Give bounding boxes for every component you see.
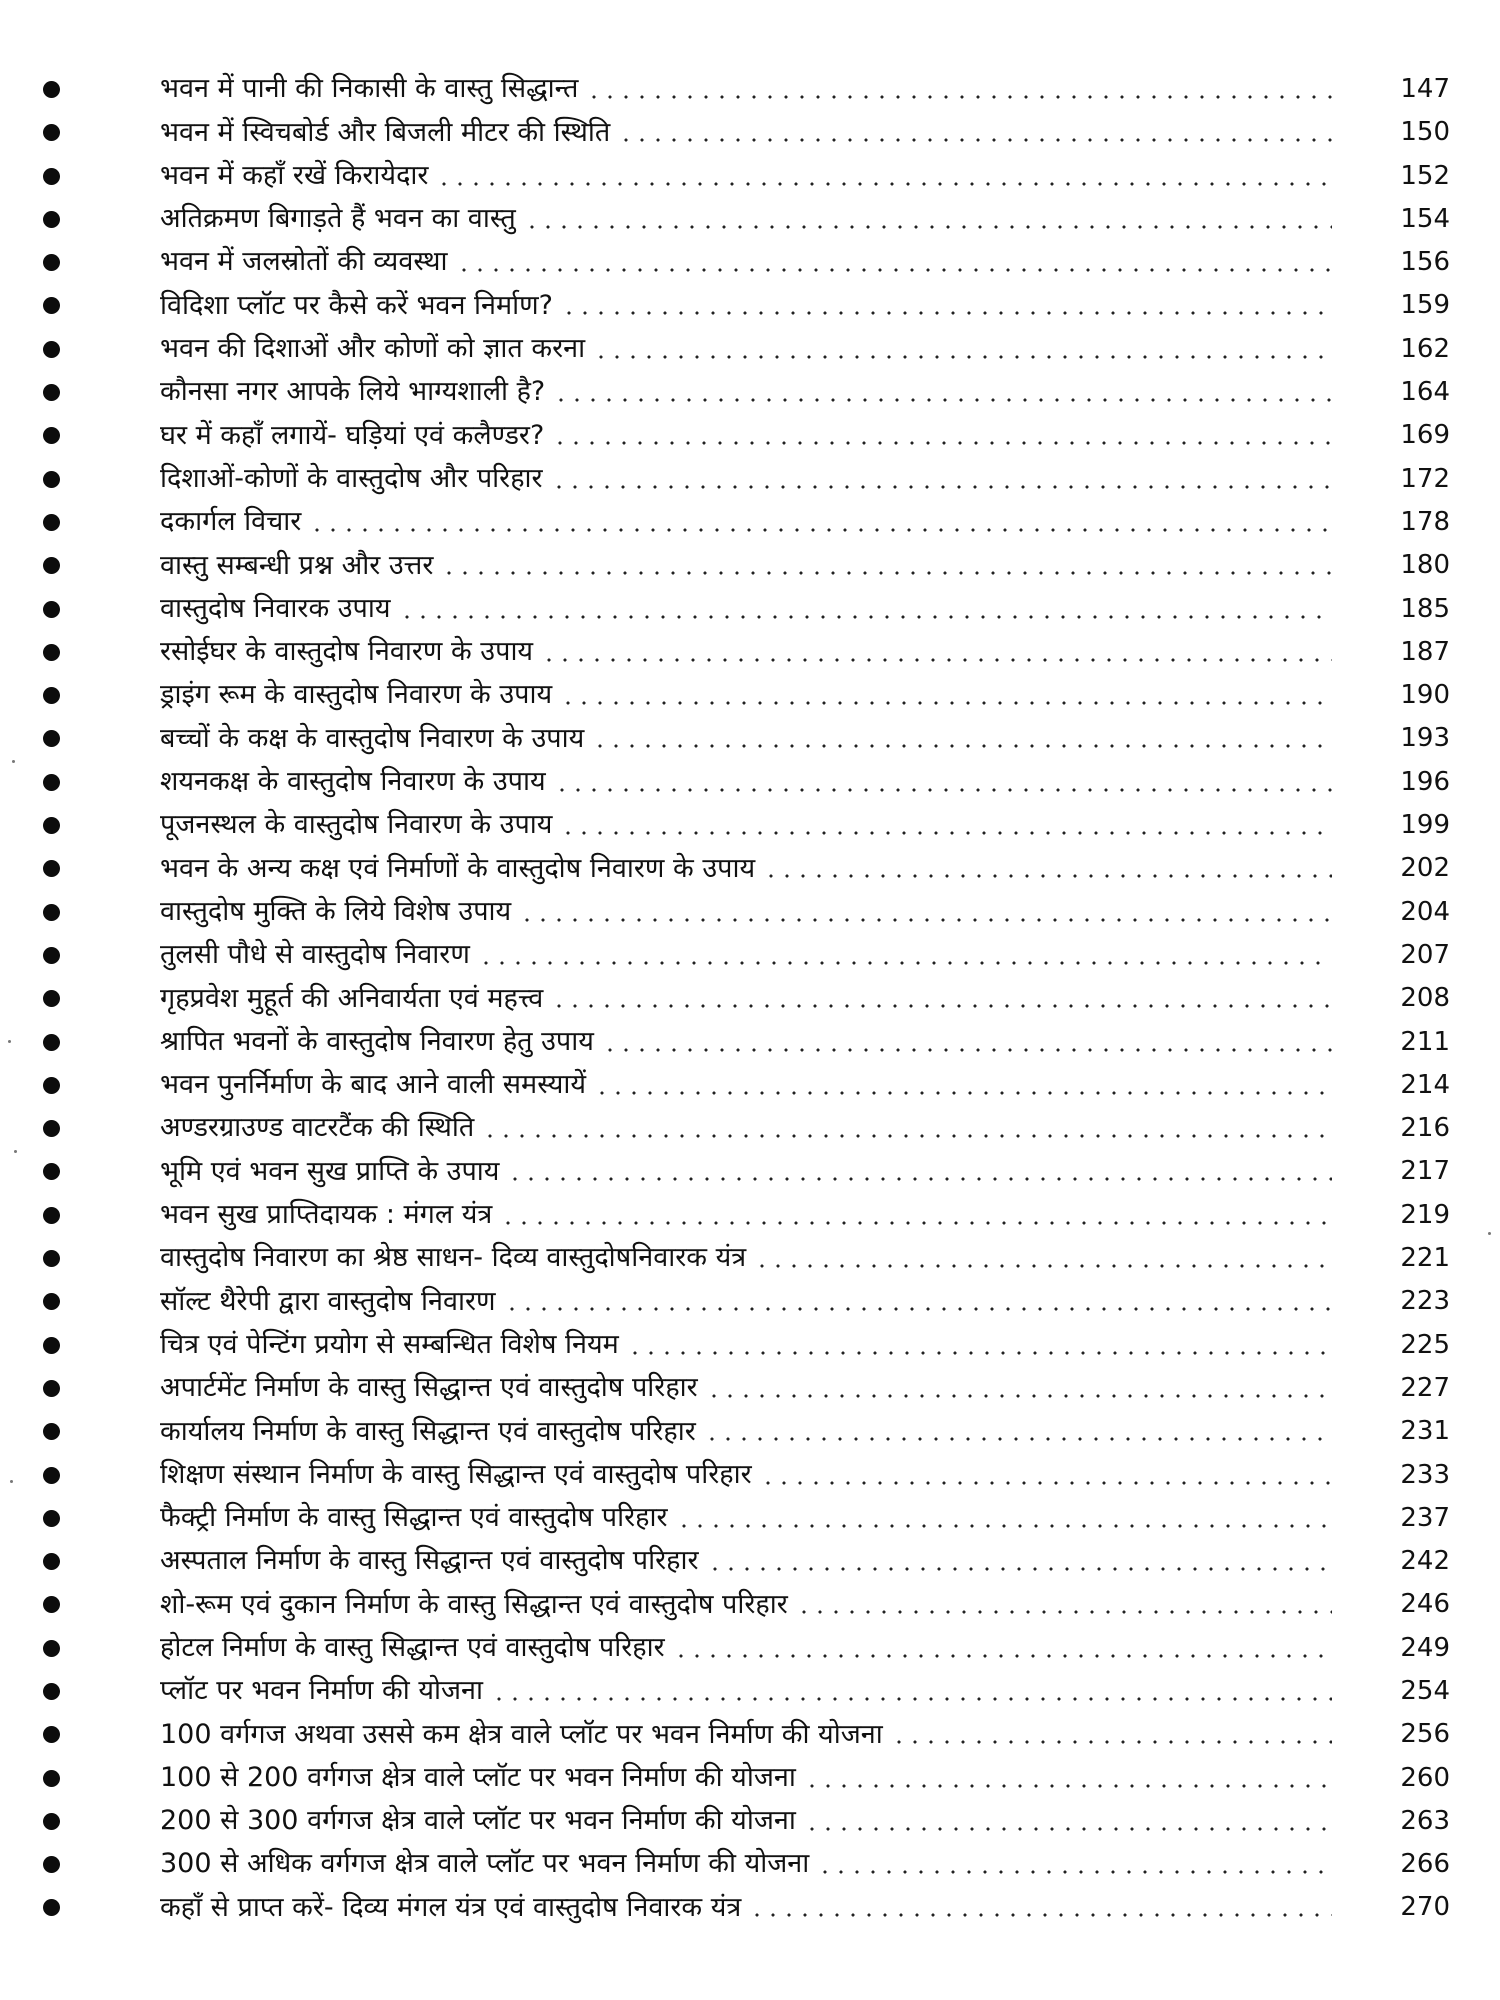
toc-entry-page-number: 190 <box>1400 680 1450 711</box>
toc-entry <box>0 241 1500 284</box>
toc-entry <box>0 1713 1500 1756</box>
toc-entry <box>0 1540 1500 1583</box>
toc-entry <box>0 1497 1500 1540</box>
bullet-icon <box>43 644 60 661</box>
bullet-icon <box>43 817 60 834</box>
toc-entry-title-line <box>160 631 1332 674</box>
toc-entry <box>0 1367 1500 1410</box>
dot-leader <box>482 1134 1332 1138</box>
toc-entry-title: ड्राइंग रूम के वास्तुदोष निवारण के उपाय <box>160 679 553 711</box>
bullet-icon <box>43 1034 60 1051</box>
toc-entry-title-line <box>160 1540 1332 1583</box>
bullet-icon <box>43 1207 60 1224</box>
dot-leader <box>561 311 1332 315</box>
toc-entry <box>0 371 1500 414</box>
dot-leader <box>676 1524 1332 1528</box>
toc-entry-title-line <box>160 847 1332 890</box>
toc-entry <box>0 1757 1500 1800</box>
toc-entry <box>0 414 1500 457</box>
bullet-icon <box>43 341 60 358</box>
toc-entry-page-number: 207 <box>1400 939 1450 970</box>
bullet-icon <box>43 1596 60 1613</box>
dot-leader <box>602 1048 1332 1052</box>
dot-leader <box>552 441 1332 445</box>
toc-entry-title-line <box>160 328 1332 371</box>
toc-entry-title-line <box>160 198 1332 241</box>
toc-entry <box>0 674 1500 717</box>
toc-entry-title-line <box>160 1497 1332 1540</box>
scan-speck <box>10 1480 13 1483</box>
dot-leader <box>704 1437 1332 1441</box>
toc-entry-title: वास्तुदोष मुक्ति के लिये विशेष उपाय <box>160 895 512 927</box>
bullet-icon <box>43 904 60 921</box>
toc-entry-title: भवन में जलस्रोतों की व्यवस्था <box>160 246 448 278</box>
toc-entry <box>0 977 1500 1020</box>
dot-leader <box>560 831 1332 835</box>
dot-leader <box>593 355 1332 359</box>
toc-entry-title: पूजनस्थल के वास्तुदोष निवारण के उपाय <box>160 809 553 841</box>
toc-entry-page-number: 180 <box>1400 550 1450 581</box>
toc-entry-title: भवन के अन्य कक्ष एवं निर्माणों के वास्तुदोष निवारण के उपाय <box>160 852 756 884</box>
bullet-icon <box>43 1899 60 1916</box>
toc-entry-title: अस्पताल निर्माण के वास्तु सिद्धान्त एवं वास्तुदोष परिहार <box>160 1545 699 1577</box>
bullet-icon <box>43 211 60 228</box>
toc-entry-title: भवन में कहाँ रखें किरायेदार <box>160 159 429 191</box>
toc-entry-title-line <box>160 1843 1332 1886</box>
toc-entry-title-line <box>160 458 1332 501</box>
bullet-icon <box>43 1467 60 1484</box>
toc-entry-title: भूमि एवं भवन सुख प्राप्ति के उपाय <box>160 1155 500 1187</box>
toc-entry <box>0 1670 1500 1713</box>
bullet-icon <box>43 254 60 271</box>
dot-leader <box>491 1697 1332 1701</box>
toc-entry-page-number: 249 <box>1400 1632 1450 1663</box>
toc-entry-title: श्रापित भवनों के वास्तुदोष निवारण हेतु उपाय <box>160 1025 594 1057</box>
dot-leader <box>749 1913 1332 1917</box>
toc-entry-title: घर में कहाँ लगायें- घड़ियां एवं कलैण्डर? <box>160 419 545 451</box>
toc-entry-title-line <box>160 1454 1332 1497</box>
toc-entry-title: तुलसी पौधे से वास्तुदोष निवारण <box>160 939 470 971</box>
bullet-icon <box>43 687 60 704</box>
toc-entry-title: भवन पुनर्निर्माण के बाद आने वाली समस्यायें <box>160 1069 587 1101</box>
table-of-contents <box>0 68 1500 1930</box>
toc-entry <box>0 1150 1500 1193</box>
toc-entry <box>0 1627 1500 1670</box>
toc-entry-page-number: 164 <box>1400 377 1450 408</box>
toc-entry-title-line <box>160 414 1332 457</box>
toc-entry <box>0 1064 1500 1107</box>
bullet-icon <box>43 168 60 185</box>
toc-entry-title-line <box>160 1107 1332 1150</box>
dot-leader <box>456 268 1332 272</box>
toc-entry-page-number: 256 <box>1400 1719 1450 1750</box>
bullet-icon <box>43 297 60 314</box>
toc-entry-page-number: 221 <box>1400 1243 1450 1274</box>
toc-entry <box>0 155 1500 198</box>
toc-entry <box>0 1194 1500 1237</box>
dot-leader <box>673 1654 1332 1658</box>
toc-entry-title-line <box>160 1021 1332 1064</box>
dot-leader <box>627 1351 1332 1355</box>
bullet-icon <box>43 947 60 964</box>
toc-entry-title-line <box>160 155 1332 198</box>
dot-leader <box>594 1091 1332 1095</box>
toc-entry-title-line <box>160 1670 1332 1713</box>
toc-entry-title: विदिशा प्लॉट पर कैसे करें भवन निर्माण? <box>160 289 553 321</box>
toc-entry-page-number: 187 <box>1400 636 1450 667</box>
toc-entry-title: प्लॉट पर भवन निर्माण की योजना <box>160 1675 484 1707</box>
toc-entry-title: सॉल्ट थैरेपी द्वारा वास्तुदोष निवारण <box>160 1285 496 1317</box>
toc-entry-title-line <box>160 501 1332 544</box>
dot-leader <box>554 788 1332 792</box>
toc-entry-title-line <box>160 1237 1332 1280</box>
toc-entry-title: अतिक्रमण बिगाड़ते हैं भवन का वास्तु <box>160 203 516 235</box>
toc-entry-title-line <box>160 1324 1332 1367</box>
toc-entry-title: शयनकक्ष के वास्तुदोष निवारण के उपाय <box>160 766 546 798</box>
toc-entry-page-number: 233 <box>1400 1459 1450 1490</box>
dot-leader <box>560 701 1332 705</box>
toc-entry-title: 100 वर्गगज अथवा उससे कम क्षेत्र वाले प्लॉट पर भवन निर्माण की योजना <box>160 1718 883 1750</box>
scan-speck <box>8 1040 11 1043</box>
toc-entry <box>0 1324 1500 1367</box>
toc-entry-title-line <box>160 1627 1332 1670</box>
bullet-icon <box>43 1683 60 1700</box>
toc-entry-page-number: 204 <box>1400 896 1450 927</box>
toc-entry-page-number: 223 <box>1400 1286 1450 1317</box>
dot-leader <box>524 225 1332 229</box>
toc-entry <box>0 847 1500 890</box>
dot-leader <box>504 1307 1332 1311</box>
toc-entry <box>0 501 1500 544</box>
toc-entry <box>0 1237 1500 1280</box>
toc-entry-title-line <box>160 1757 1332 1800</box>
toc-entry <box>0 934 1500 977</box>
bullet-icon <box>43 1293 60 1310</box>
toc-entry-title-line <box>160 544 1332 587</box>
toc-entry <box>0 544 1500 587</box>
bullet-icon <box>43 471 60 488</box>
toc-entry <box>0 717 1500 760</box>
toc-entry-page-number: 147 <box>1400 74 1450 104</box>
toc-entry <box>0 1107 1500 1150</box>
bullet-icon <box>43 1510 60 1527</box>
toc-entry-title-line <box>160 891 1332 934</box>
scan-speck <box>14 1150 17 1153</box>
dot-leader <box>804 1827 1332 1831</box>
bullet-icon <box>43 1856 60 1873</box>
toc-entry-title-line <box>160 68 1332 111</box>
toc-entry-page-number: 237 <box>1400 1502 1450 1533</box>
toc-entry-title: फैक्ट्री निर्माण के वास्तु सिद्धान्त एवं वास्तुदोष परिहार <box>160 1502 668 1534</box>
dot-leader <box>519 918 1332 922</box>
dot-leader <box>500 1221 1332 1225</box>
bullet-icon <box>43 1337 60 1354</box>
toc-entry-title-line <box>160 1713 1332 1756</box>
toc-entry <box>0 68 1500 111</box>
dot-leader <box>592 744 1332 748</box>
toc-entry <box>0 1021 1500 1064</box>
dot-leader <box>309 528 1332 532</box>
toc-entry-title: भवन में स्विचबोर्ड और बिजली मीटर की स्थिति <box>160 116 611 148</box>
toc-entry-title-line <box>160 1410 1332 1453</box>
dot-leader <box>399 615 1332 619</box>
toc-entry-page-number: 150 <box>1400 117 1450 148</box>
toc-entry-page-number: 225 <box>1400 1329 1450 1360</box>
toc-entry-title: 100 से 200 वर्गगज क्षेत्र वाले प्लॉट पर भवन निर्माण की योजना <box>160 1761 796 1793</box>
toc-entry-title: वास्तुदोष निवारक उपाय <box>160 592 391 624</box>
bullet-icon <box>43 124 60 141</box>
bullet-icon <box>43 774 60 791</box>
toc-entry-title-line <box>160 1194 1332 1237</box>
toc-entry-page-number: 178 <box>1400 506 1450 537</box>
toc-entry-title-line <box>160 977 1332 1020</box>
dot-leader <box>551 485 1332 489</box>
toc-entry-title-line <box>160 1800 1332 1843</box>
toc-entry-title-line <box>160 371 1332 414</box>
bullet-icon <box>43 514 60 531</box>
toc-entry-title: शिक्षण संस्थान निर्माण के वास्तु सिद्धान्त एवं वास्तुदोष परिहार <box>160 1458 752 1490</box>
bullet-icon <box>43 1553 60 1570</box>
toc-entry-page-number: 270 <box>1400 1892 1450 1923</box>
toc-entry-title-line <box>160 111 1332 154</box>
toc-entry-page-number: 211 <box>1400 1026 1450 1057</box>
toc-entry-title: अण्डरग्राउण्ड वाटरटैंक की स्थिति <box>160 1112 475 1144</box>
toc-entry <box>0 458 1500 501</box>
dot-leader <box>478 961 1332 965</box>
bullet-icon <box>43 1813 60 1830</box>
toc-entry-page-number: 202 <box>1400 853 1450 884</box>
toc-entry-title-line <box>160 804 1332 847</box>
toc-entry-page-number: 217 <box>1400 1156 1450 1187</box>
toc-entry-title: वास्तु सम्बन्धी प्रश्न और उत्तर <box>160 549 434 581</box>
toc-entry <box>0 1454 1500 1497</box>
toc-entry-title: दकार्गल विचार <box>160 506 302 538</box>
toc-entry-title: भवन सुख प्राप्तिदायक : मंगल यंत्र <box>160 1199 493 1231</box>
toc-entry-page-number: 216 <box>1400 1113 1450 1144</box>
toc-entry-page-number: 159 <box>1400 290 1450 321</box>
toc-entry-page-number: 263 <box>1400 1805 1450 1836</box>
bullet-icon <box>43 1250 60 1267</box>
toc-entry-title: चित्र एवं पेन्टिंग प्रयोग से सम्बन्धित विशेष नियम <box>160 1328 619 1360</box>
bullet-icon <box>43 81 60 98</box>
toc-entry-title: बच्चों के कक्ष के वास्तुदोष निवारण के उपाय <box>160 722 585 754</box>
dot-leader <box>817 1870 1332 1874</box>
toc-entry-title-line <box>160 284 1332 327</box>
bullet-icon <box>43 990 60 1007</box>
toc-entry-title-line <box>160 1583 1332 1626</box>
bullet-icon <box>43 384 60 401</box>
toc-entry-page-number: 260 <box>1400 1762 1450 1793</box>
dot-leader <box>760 1481 1332 1485</box>
toc-entry <box>0 761 1500 804</box>
toc-entry <box>0 284 1500 327</box>
bullet-icon <box>43 1077 60 1094</box>
toc-entry <box>0 1800 1500 1843</box>
toc-entry <box>0 328 1500 371</box>
toc-entry-page-number: 254 <box>1400 1675 1450 1706</box>
toc-entry-title: कौनसा नगर आपके लिये भाग्यशाली है? <box>160 376 546 408</box>
toc-entry <box>0 111 1500 154</box>
dot-leader <box>541 658 1332 662</box>
dot-leader <box>754 1264 1332 1268</box>
toc-entry-title: 200 से 300 वर्गगज क्षेत्र वाले प्लॉट पर भवन निर्माण की योजना <box>160 1805 796 1837</box>
toc-entry-title-line <box>160 761 1332 804</box>
bullet-icon <box>43 730 60 747</box>
toc-entry-title: होटल निर्माण के वास्तु सिद्धान्त एवं वास्तुदोष परिहार <box>160 1631 665 1663</box>
toc-entry-title: गृहप्रवेश मुहूर्त की अनिवार्यता एवं महत्त्व <box>160 982 544 1014</box>
scan-speck <box>1488 1232 1491 1235</box>
toc-entry-title: शो-रूम एवं दुकान निर्माण के वास्तु सिद्धान्त एवं वास्तुदोष परिहार <box>160 1588 788 1620</box>
toc-entry <box>0 1410 1500 1453</box>
toc-entry-title: भवन में पानी की निकासी के वास्तु सिद्धान्त <box>160 73 579 105</box>
toc-entry-title: कहाँ से प्राप्त करें- दिव्य मंगल यंत्र एवं वास्तुदोष निवारक यंत्र <box>160 1891 742 1923</box>
toc-entry <box>0 804 1500 847</box>
toc-entry-title: 300 से अधिक वर्गगज क्षेत्र वाले प्लॉट पर भवन निर्माण की योजना <box>160 1848 810 1880</box>
toc-entry-page-number: 172 <box>1400 463 1450 494</box>
toc-entry-page-number: 231 <box>1400 1416 1450 1447</box>
toc-entry-title-line <box>160 934 1332 977</box>
dot-leader <box>707 1567 1332 1571</box>
toc-entry <box>0 1280 1500 1323</box>
toc-entry <box>0 1886 1500 1929</box>
toc-entry-title-line <box>160 674 1332 717</box>
dot-leader <box>441 571 1332 575</box>
bullet-icon <box>43 427 60 444</box>
toc-entry-page-number: 199 <box>1400 810 1450 841</box>
scan-speck <box>12 760 15 763</box>
bullet-icon <box>43 1380 60 1397</box>
toc-entry-title-line <box>160 1280 1332 1323</box>
toc-entry <box>0 891 1500 934</box>
toc-entry-page-number: 246 <box>1400 1589 1450 1620</box>
toc-entry <box>0 631 1500 674</box>
toc-entry-title-line <box>160 1886 1332 1929</box>
bullet-icon <box>43 557 60 574</box>
toc-entry-title: कार्यालय निर्माण के वास्तु सिद्धान्त एवं वास्तुदोष परिहार <box>160 1415 696 1447</box>
toc-entry-page-number: 169 <box>1400 420 1450 451</box>
toc-entry <box>0 1583 1500 1626</box>
toc-entry-page-number: 185 <box>1400 593 1450 624</box>
bullet-icon <box>43 1423 60 1440</box>
dot-leader <box>804 1784 1332 1788</box>
bullet-icon <box>43 1163 60 1180</box>
toc-entry-title-line <box>160 1150 1332 1193</box>
bullet-icon <box>43 1120 60 1137</box>
toc-entry <box>0 198 1500 241</box>
dot-leader <box>763 874 1332 878</box>
toc-entry-page-number: 227 <box>1400 1372 1450 1403</box>
toc-entry-title: दिशाओं-कोणों के वास्तुदोष और परिहार <box>160 462 543 494</box>
toc-entry <box>0 1843 1500 1886</box>
toc-entry-title: रसोईघर के वास्तुदोष निवारण के उपाय <box>160 636 534 668</box>
dot-leader <box>618 138 1332 142</box>
bullet-icon <box>43 1726 60 1743</box>
toc-entry-page-number: 266 <box>1400 1849 1450 1880</box>
bullet-icon <box>43 860 60 877</box>
toc-entry-page-number: 154 <box>1400 203 1450 234</box>
toc-entry-page-number: 208 <box>1400 983 1450 1014</box>
dot-leader <box>507 1177 1332 1181</box>
toc-entry-page-number: 214 <box>1400 1069 1450 1100</box>
toc-entry-title: भवन की दिशाओं और कोणों को ज्ञात करना <box>160 333 586 365</box>
toc-entry-title: अपार्टमेंट निर्माण के वास्तु सिद्धान्त एवं वास्तुदोष परिहार <box>160 1372 698 1404</box>
toc-entry-title-line <box>160 1064 1332 1107</box>
toc-entry-page-number: 162 <box>1400 333 1450 364</box>
toc-entry-title: वास्तुदोष निवारण का श्रेष्ठ साधन- दिव्य वास्तुदोषनिवारक यंत्र <box>160 1242 747 1274</box>
bullet-icon <box>43 1770 60 1787</box>
dot-leader <box>891 1740 1332 1744</box>
bullet-icon <box>43 601 60 618</box>
toc-entry-page-number: 242 <box>1400 1546 1450 1577</box>
dot-leader <box>551 1004 1332 1008</box>
toc-entry-title-line <box>160 241 1332 284</box>
toc-entry <box>0 588 1500 631</box>
toc-entry-title-line <box>160 1367 1332 1410</box>
dot-leader <box>586 95 1332 99</box>
toc-entry-page-number: 193 <box>1400 723 1450 754</box>
toc-entry-page-number: 156 <box>1400 247 1450 278</box>
toc-entry-title-line <box>160 717 1332 760</box>
toc-entry-page-number: 196 <box>1400 766 1450 797</box>
toc-entry-page-number: 219 <box>1400 1199 1450 1230</box>
dot-leader <box>436 182 1332 186</box>
dot-leader <box>796 1610 1332 1614</box>
toc-entry-title-line <box>160 588 1332 631</box>
toc-entry-page-number: 152 <box>1400 160 1450 191</box>
dot-leader <box>553 398 1332 402</box>
bullet-icon <box>43 1640 60 1657</box>
dot-leader <box>706 1394 1332 1398</box>
